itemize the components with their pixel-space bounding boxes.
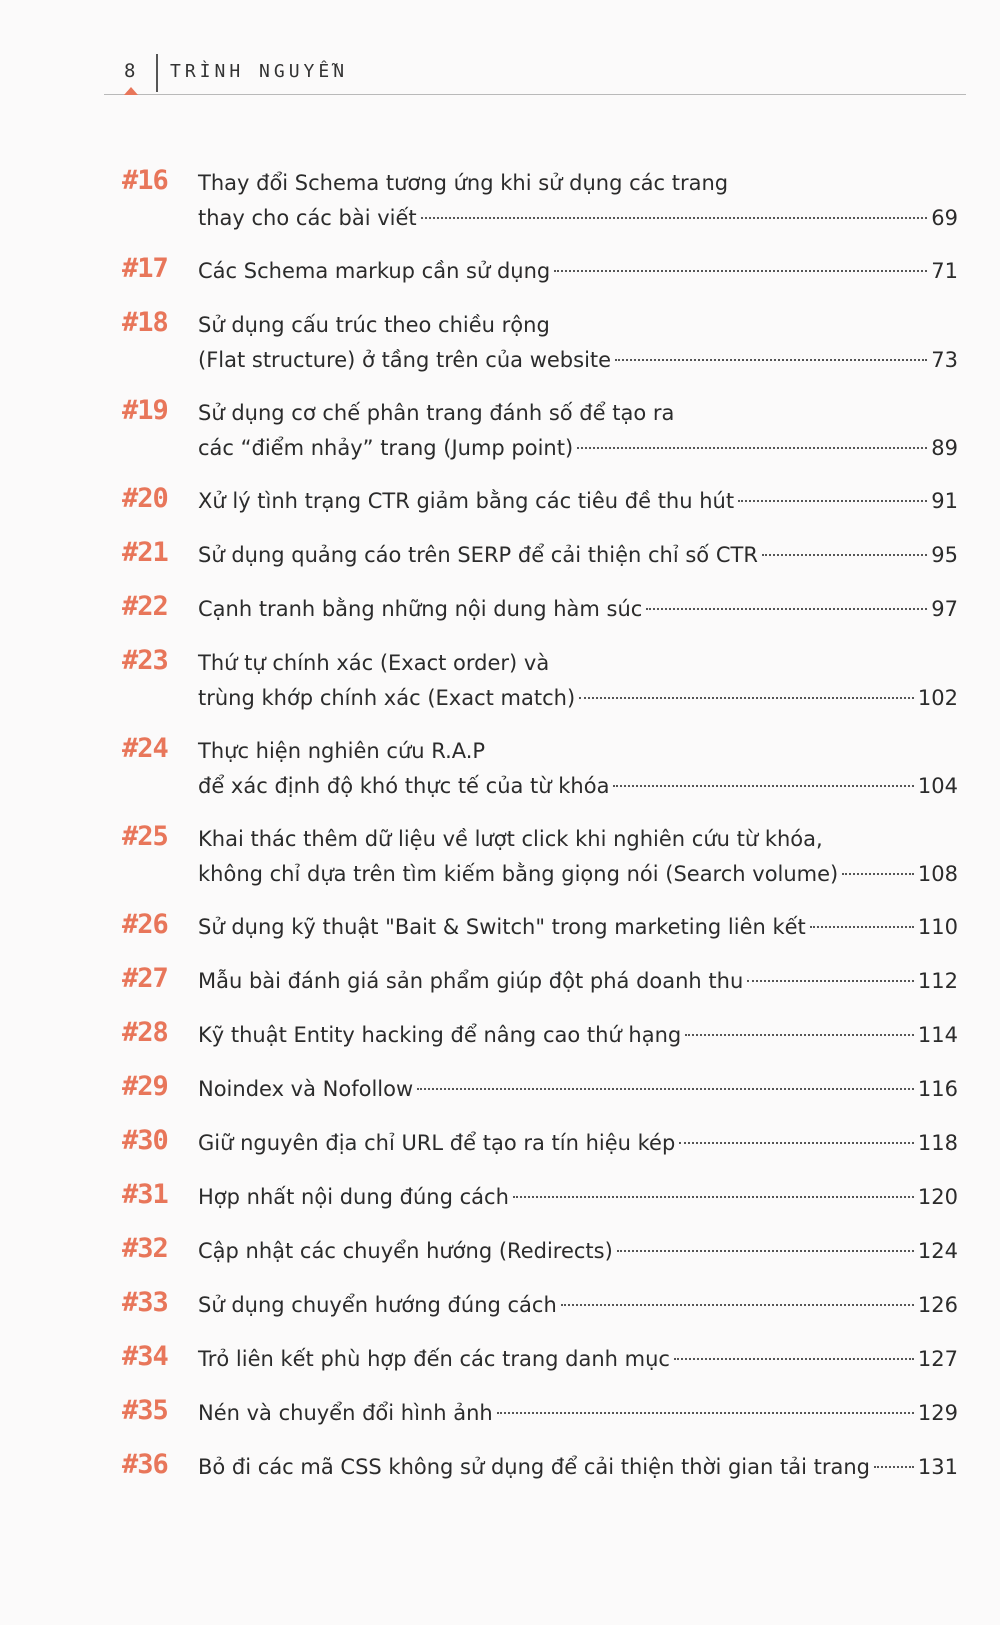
toc-entry-title-line1: Thứ tự chính xác (Exact order) và	[198, 651, 550, 675]
dot-leader	[810, 926, 914, 928]
toc-entry-title-row	[198, 1018, 958, 1053]
toc-entry[interactable]	[122, 1396, 958, 1431]
dot-leader	[417, 1088, 914, 1090]
toc-entry-body	[198, 910, 958, 945]
dot-leader	[874, 1466, 914, 1468]
toc-entry-page: 91	[931, 489, 958, 513]
dot-leader	[615, 359, 927, 361]
toc-entry-title: (Flat structure) ở tầng trên của website	[198, 348, 612, 372]
toc-entry-page: 116	[917, 1077, 958, 1101]
toc-entry-title: Sử dụng quảng cáo trên SERP để cải thiện chỉ số CTR	[198, 543, 758, 567]
toc-entry-number: #33	[122, 1287, 168, 1318]
toc-entry-title: để xác định độ khó thực tế của từ khóa	[198, 774, 610, 798]
toc-entry-title: Các Schema markup cần sử dụng	[198, 259, 551, 283]
toc-entry-title-row	[198, 1126, 958, 1161]
toc-entry-page: 129	[917, 1401, 958, 1425]
toc-entry-number: #19	[122, 395, 168, 426]
toc-entry-title: Giữ nguyên địa chỉ URL để tạo ra tín hiệu kép	[198, 1131, 676, 1155]
toc-entry[interactable]	[122, 910, 958, 945]
toc-entry[interactable]	[122, 1072, 958, 1107]
toc-entry-body	[198, 1180, 958, 1215]
dot-leader	[554, 270, 927, 272]
toc-entry-title: Bỏ đi các mã CSS không sử dụng để cải thiện thời gian tải trang	[198, 1455, 870, 1479]
header-separator	[156, 54, 158, 92]
running-header	[104, 54, 966, 95]
toc-entry-title-row	[198, 769, 958, 804]
toc-entry-number: #26	[122, 909, 168, 940]
toc-entry-page: 124	[917, 1239, 958, 1263]
toc-entry-page: 114	[917, 1023, 958, 1047]
toc-entry-title-row	[198, 343, 958, 378]
toc-entry-body	[198, 1234, 958, 1269]
toc-entry-page: 118	[917, 1131, 958, 1155]
toc-entry-body	[198, 734, 958, 804]
toc-entry-title: không chỉ dựa trên tìm kiếm bằng giọng nói (Search volume)	[198, 862, 839, 886]
dot-leader	[646, 608, 927, 610]
dot-leader	[579, 697, 914, 699]
toc-entry-title-row	[198, 1450, 958, 1485]
toc-entry-title-row	[198, 254, 958, 289]
toc-entry-number: #36	[122, 1449, 168, 1480]
dot-leader	[842, 873, 914, 875]
toc-entry-number: #27	[122, 963, 168, 994]
dot-leader	[613, 785, 913, 787]
toc-entry-number: #24	[122, 733, 168, 764]
toc-entry-title: Kỹ thuật Entity hacking để nâng cao thứ hạng	[198, 1023, 682, 1047]
toc-entry-title-row	[198, 1072, 958, 1107]
toc-entry-number: #28	[122, 1017, 168, 1048]
toc-entry-body	[198, 964, 958, 999]
toc-entry-title-line1: Thay đổi Schema tương ứng khi sử dụng các trang	[198, 171, 729, 195]
toc-entry-title-row	[198, 201, 958, 236]
toc-entry-title-row	[198, 1396, 958, 1431]
toc-entry-title-line1: Khai thác thêm dữ liệu về lượt click khi nghiên cứu từ khóa,	[198, 827, 823, 851]
toc-entry-body	[198, 1072, 958, 1107]
toc-entry-body	[198, 1450, 958, 1485]
toc-entry[interactable]	[122, 396, 958, 466]
toc-entry[interactable]	[122, 1180, 958, 1215]
toc-entry-page: 127	[917, 1347, 958, 1371]
toc-entry-title: Trỏ liên kết phù hợp đến các trang danh mục	[198, 1347, 670, 1371]
toc-entry-body	[198, 646, 958, 716]
toc-entry-page: 97	[931, 597, 958, 621]
toc-entry-body	[198, 166, 958, 236]
toc-entry-title-row	[198, 1342, 958, 1377]
toc-entry-title: Sử dụng kỹ thuật "Bait & Switch" trong marketing liên kết	[198, 915, 806, 939]
dot-leader	[679, 1142, 914, 1144]
toc-entry-title-row	[198, 1234, 958, 1269]
toc-entry-body	[198, 308, 958, 378]
toc-entry-title-row	[198, 857, 958, 892]
toc-entry-number: #35	[122, 1395, 168, 1426]
toc-entry[interactable]	[122, 1018, 958, 1053]
toc-entry-title-row	[198, 431, 958, 466]
toc-entry-body	[198, 538, 958, 573]
toc-entry-title: Nén và chuyển đổi hình ảnh	[198, 1401, 493, 1425]
toc-entry[interactable]	[122, 484, 958, 519]
toc-entry[interactable]	[122, 1450, 958, 1485]
toc-entry-title-row	[198, 910, 958, 945]
toc-entry-page: 120	[917, 1185, 958, 1209]
toc-entry-page: 108	[917, 862, 958, 886]
dot-leader	[747, 980, 914, 982]
toc-entry[interactable]	[122, 1234, 958, 1269]
toc-entry-body	[198, 396, 958, 466]
toc-entry-number: #20	[122, 483, 168, 514]
toc-entry[interactable]	[122, 1288, 958, 1323]
toc-entry-page: 89	[931, 436, 958, 460]
dot-leader	[674, 1358, 914, 1360]
toc-entry-title-row	[198, 538, 958, 573]
toc-entry-title: Sử dụng chuyển hướng đúng cách	[198, 1293, 557, 1317]
dot-leader	[497, 1412, 914, 1414]
page-marker-triangle-icon	[124, 87, 138, 95]
toc-entry-body	[198, 1288, 958, 1323]
toc-entry[interactable]	[122, 592, 958, 627]
toc-entry-title: các “điểm nhảy” trang (Jump point)	[198, 436, 574, 460]
toc-entry-page: 126	[917, 1293, 958, 1317]
author-name: TRÌNH NGUYỄN	[170, 61, 349, 82]
toc-entry[interactable]	[122, 254, 958, 289]
toc-entry-number: #18	[122, 307, 168, 338]
toc-entry[interactable]	[122, 734, 958, 804]
toc-entry-number: #23	[122, 645, 168, 676]
dot-leader	[421, 217, 928, 219]
toc-entry-body	[198, 254, 958, 289]
dot-leader	[738, 500, 927, 502]
toc-entry-page: 131	[917, 1455, 958, 1479]
toc-entry[interactable]	[122, 1126, 958, 1161]
toc-entry-title: thay cho các bài viết	[198, 206, 417, 230]
toc-entry-number: #25	[122, 821, 168, 852]
toc-entry-body	[198, 592, 958, 627]
toc-entry-number: #30	[122, 1125, 168, 1156]
toc-entry-page: 69	[931, 206, 958, 230]
dot-leader	[762, 554, 927, 556]
toc-entry-number: #16	[122, 165, 168, 196]
toc-entry-body	[198, 484, 958, 519]
toc-entry-title-row	[198, 592, 958, 627]
toc-entry-title-row	[198, 681, 958, 716]
toc-entry-body	[198, 1342, 958, 1377]
toc-entry-page: 73	[931, 348, 958, 372]
toc-entry[interactable]	[122, 646, 958, 716]
toc-entry-page: 110	[917, 915, 958, 939]
toc-entry-title: Noindex và Nofollow	[198, 1077, 414, 1101]
toc-entry-number: #32	[122, 1233, 168, 1264]
toc-entry[interactable]	[122, 1342, 958, 1377]
dot-leader	[577, 447, 927, 449]
toc-entry-title: Xử lý tình trạng CTR giảm bằng các tiêu đề thu hút	[198, 489, 735, 513]
toc-entry-title: trùng khớp chính xác (Exact match)	[198, 686, 576, 710]
table-of-contents	[122, 166, 958, 1504]
toc-entry-title: Cạnh tranh bằng những nội dung hàm súc	[198, 597, 643, 621]
toc-entry-title-line1: Sử dụng cấu trúc theo chiều rộng	[198, 313, 550, 337]
toc-entry[interactable]	[122, 166, 958, 236]
toc-entry-number: #31	[122, 1179, 168, 1210]
dot-leader	[685, 1034, 914, 1036]
toc-entry-title-line1: Thực hiện nghiên cứu R.A.P	[198, 739, 486, 763]
toc-entry-page: 102	[917, 686, 958, 710]
toc-entry[interactable]	[122, 308, 958, 378]
toc-entry-number: #22	[122, 591, 168, 622]
toc-entry-body	[198, 1126, 958, 1161]
toc-entry[interactable]	[122, 822, 958, 892]
toc-entry-title-row	[198, 484, 958, 519]
toc-entry-title-row	[198, 964, 958, 999]
toc-entry[interactable]	[122, 538, 958, 573]
toc-entry-title-row	[198, 1288, 958, 1323]
toc-entry-page: 112	[917, 969, 958, 993]
toc-entry-title: Mẫu bài đánh giá sản phẩm giúp đột phá doanh thu	[198, 969, 744, 993]
toc-entry-page: 71	[931, 259, 958, 283]
toc-entry-title: Cập nhật các chuyển hướng (Redirects)	[198, 1239, 613, 1263]
toc-entry[interactable]	[122, 964, 958, 999]
toc-entry-title: Hợp nhất nội dung đúng cách	[198, 1185, 509, 1209]
toc-entry-title-line1: Sử dụng cơ chế phân trang đánh số để tạo ra	[198, 401, 675, 425]
toc-entry-title-row	[198, 1180, 958, 1215]
toc-entry-page: 104	[917, 774, 958, 798]
dot-leader	[561, 1304, 914, 1306]
dot-leader	[513, 1196, 914, 1198]
toc-entry-number: #29	[122, 1071, 168, 1102]
toc-entry-number: #34	[122, 1341, 168, 1372]
toc-entry-body	[198, 822, 958, 892]
toc-entry-body	[198, 1018, 958, 1053]
toc-entry-page: 95	[931, 543, 958, 567]
toc-entry-body	[198, 1396, 958, 1431]
dot-leader	[617, 1250, 914, 1252]
toc-entry-number: #17	[122, 253, 168, 284]
toc-entry-number: #21	[122, 537, 168, 568]
page-number: 8	[124, 60, 136, 82]
